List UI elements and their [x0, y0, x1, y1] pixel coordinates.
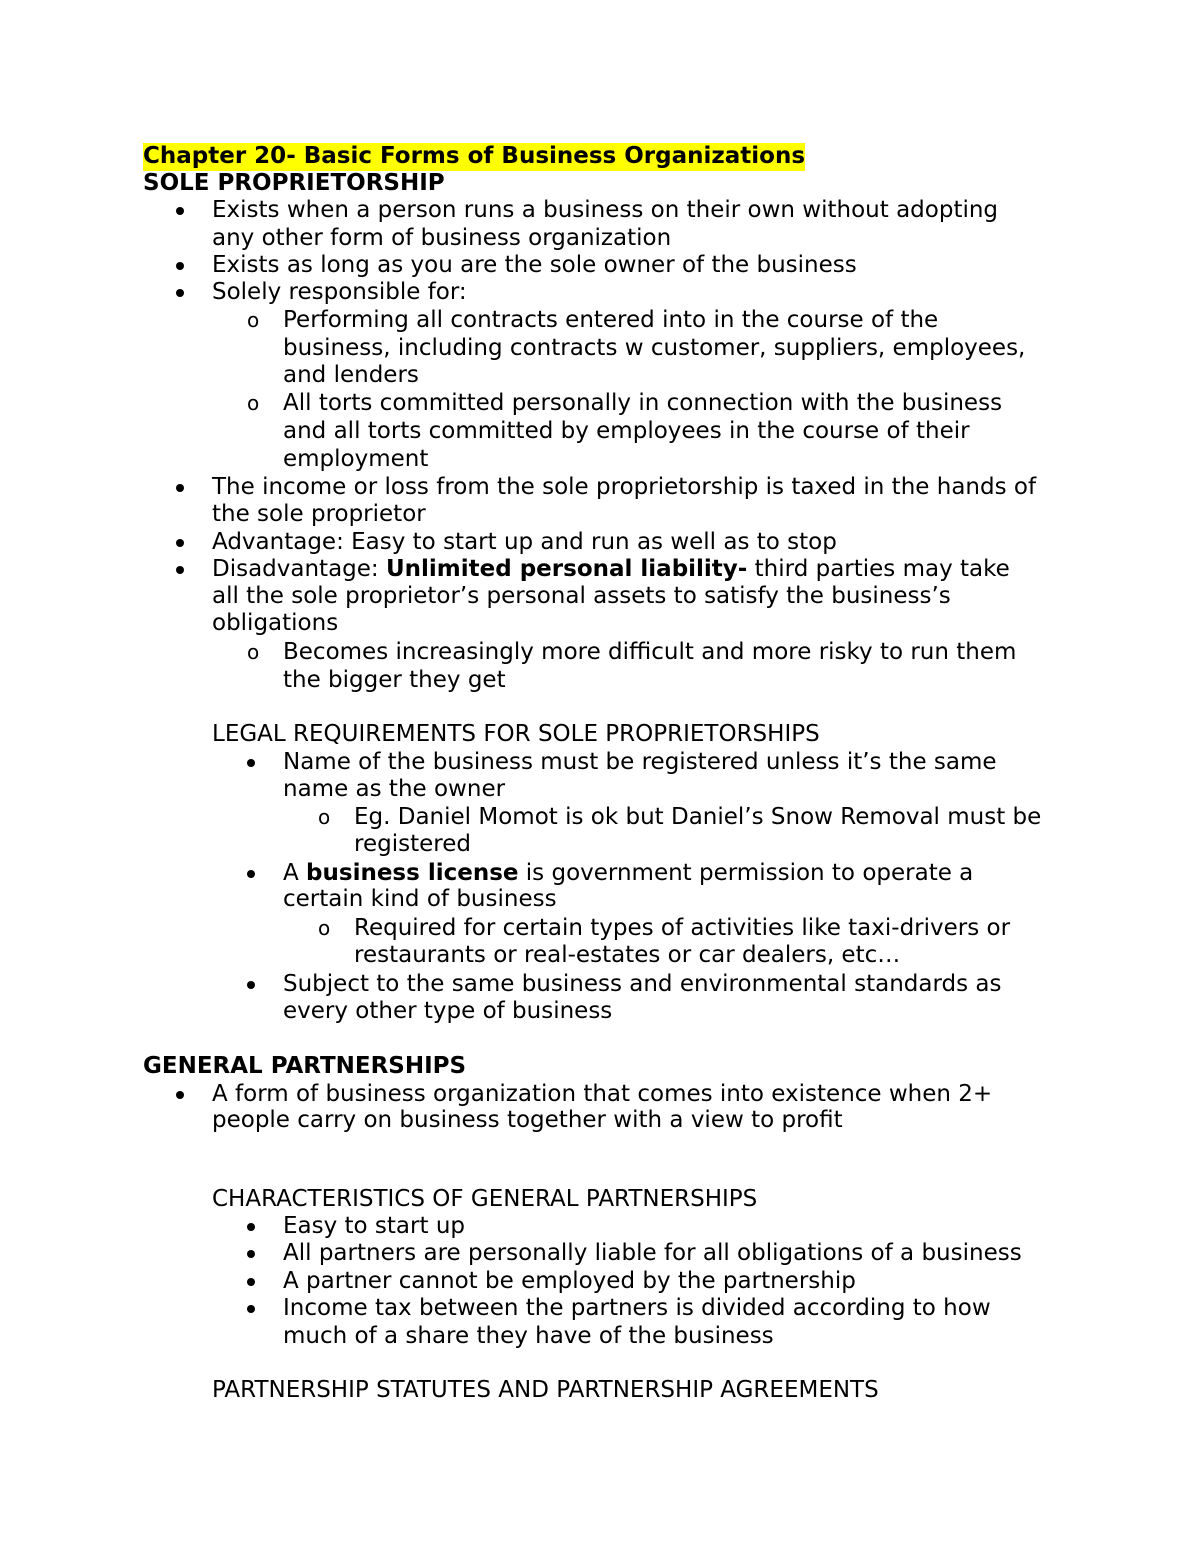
text-run: is government permission to operate a: [518, 860, 974, 886]
subsection-heading-partnership-statutes: PARTNERSHIP STATUTES AND PARTNERSHIP AGREEMENTS: [212, 1377, 879, 1403]
bullet-icon: [176, 1091, 184, 1099]
bullet-icon: [176, 207, 184, 215]
list-item-continuation: name as the owner: [283, 776, 506, 802]
list-item: Exists when a person runs a business on their own without adopting: [212, 197, 999, 223]
list-item: A form of business organization that comes into existence when 2+: [212, 1081, 993, 1107]
list-item-continuation: the sole proprietor: [212, 501, 426, 527]
bold-term: business license: [306, 860, 519, 886]
subsection-heading-characteristics: CHARACTERISTICS OF GENERAL PARTNERSHIPS: [212, 1186, 758, 1212]
list-item: The income or loss from the sole proprietorship is taxed in the hands of: [212, 474, 1037, 500]
bullet-icon: [176, 262, 184, 270]
sub-list-item-continuation: the bigger they get: [283, 667, 506, 693]
bullet-icon: [247, 981, 255, 989]
bullet-icon: [176, 566, 184, 574]
sub-bullet-icon: o: [247, 640, 260, 664]
sub-bullet-icon: o: [247, 308, 260, 332]
bullet-icon: [247, 1223, 255, 1231]
list-item: Income tax between the partners is divided according to how: [283, 1295, 991, 1321]
sub-bullet-icon: o: [318, 805, 331, 829]
list-item: [283, 860, 973, 888]
sub-list-item: Required for certain types of activities like taxi-drivers or: [354, 915, 1011, 941]
bold-term: Unlimited personal liability-: [385, 556, 748, 582]
sub-list-item: Eg. Daniel Momot is ok but Daniel’s Snow Removal must be: [354, 804, 1042, 830]
sub-list-item-continuation: and all torts committed by employees in the course of their: [283, 418, 970, 444]
sub-list-item: Performing all contracts entered into in the course of the: [283, 307, 939, 333]
list-item-continuation: people carry on business together with a view to profit: [212, 1107, 843, 1133]
sub-list-item-continuation: restaurants or real-estates or car dealers, etc…: [354, 942, 901, 968]
list-item: Exists as long as you are the sole owner of the business: [212, 252, 857, 278]
bullet-icon: [247, 1278, 255, 1286]
list-item: Advantage: Easy to start up and run as well as to stop: [212, 529, 837, 555]
sub-list-item-continuation: business, including contracts w customer, suppliers, employees,: [283, 335, 1026, 361]
bullet-icon: [247, 870, 255, 878]
bullet-icon: [176, 539, 184, 547]
section-heading-general-partnerships: GENERAL PARTNERSHIPS: [143, 1053, 467, 1079]
list-item: All partners are personally liable for all obligations of a business: [283, 1240, 1022, 1266]
list-item: Easy to start up: [283, 1213, 465, 1239]
list-item-continuation: certain kind of business: [283, 886, 557, 912]
list-item: [212, 556, 1010, 584]
bullet-icon: [247, 759, 255, 767]
chapter-title: Chapter 20- Basic Forms of Business Organizations: [143, 143, 806, 169]
bullet-icon: [176, 289, 184, 297]
bullet-icon: [247, 1305, 255, 1313]
subsection-heading-legal-requirements: LEGAL REQUIREMENTS FOR SOLE PROPRIETORSHIPS: [212, 721, 820, 747]
text-run: A: [283, 860, 307, 886]
sub-list-item-continuation: and lenders: [283, 362, 419, 388]
sub-list-item-continuation: registered: [354, 831, 471, 857]
list-item: Solely responsible for:: [212, 279, 467, 305]
bullet-icon: [176, 484, 184, 492]
list-item-continuation: any other form of business organization: [212, 225, 672, 251]
list-item-continuation: every other type of business: [283, 998, 613, 1024]
sub-list-item: Becomes increasingly more difficult and more risky to run them: [283, 639, 1017, 665]
list-item-continuation: obligations: [212, 610, 339, 636]
sub-list-item: All torts committed personally in connection with the business: [283, 390, 1003, 416]
text-run: Disadvantage:: [212, 556, 386, 582]
sub-bullet-icon: o: [318, 916, 331, 940]
list-item: Subject to the same business and environmental standards as: [283, 971, 1002, 997]
list-item: Name of the business must be registered unless it’s the same: [283, 749, 997, 775]
list-item-continuation: much of a share they have of the business: [283, 1323, 774, 1349]
bullet-icon: [247, 1250, 255, 1258]
section-heading-sole-proprietorship: SOLE PROPRIETORSHIP: [143, 170, 445, 196]
list-item-continuation: all the sole proprietor’s personal assets to satisfy the business’s: [212, 583, 951, 609]
sub-bullet-icon: o: [247, 391, 260, 415]
sub-list-item-continuation: employment: [283, 446, 429, 472]
text-run: third parties may take: [747, 556, 1010, 582]
list-item: A partner cannot be employed by the partnership: [283, 1268, 856, 1294]
